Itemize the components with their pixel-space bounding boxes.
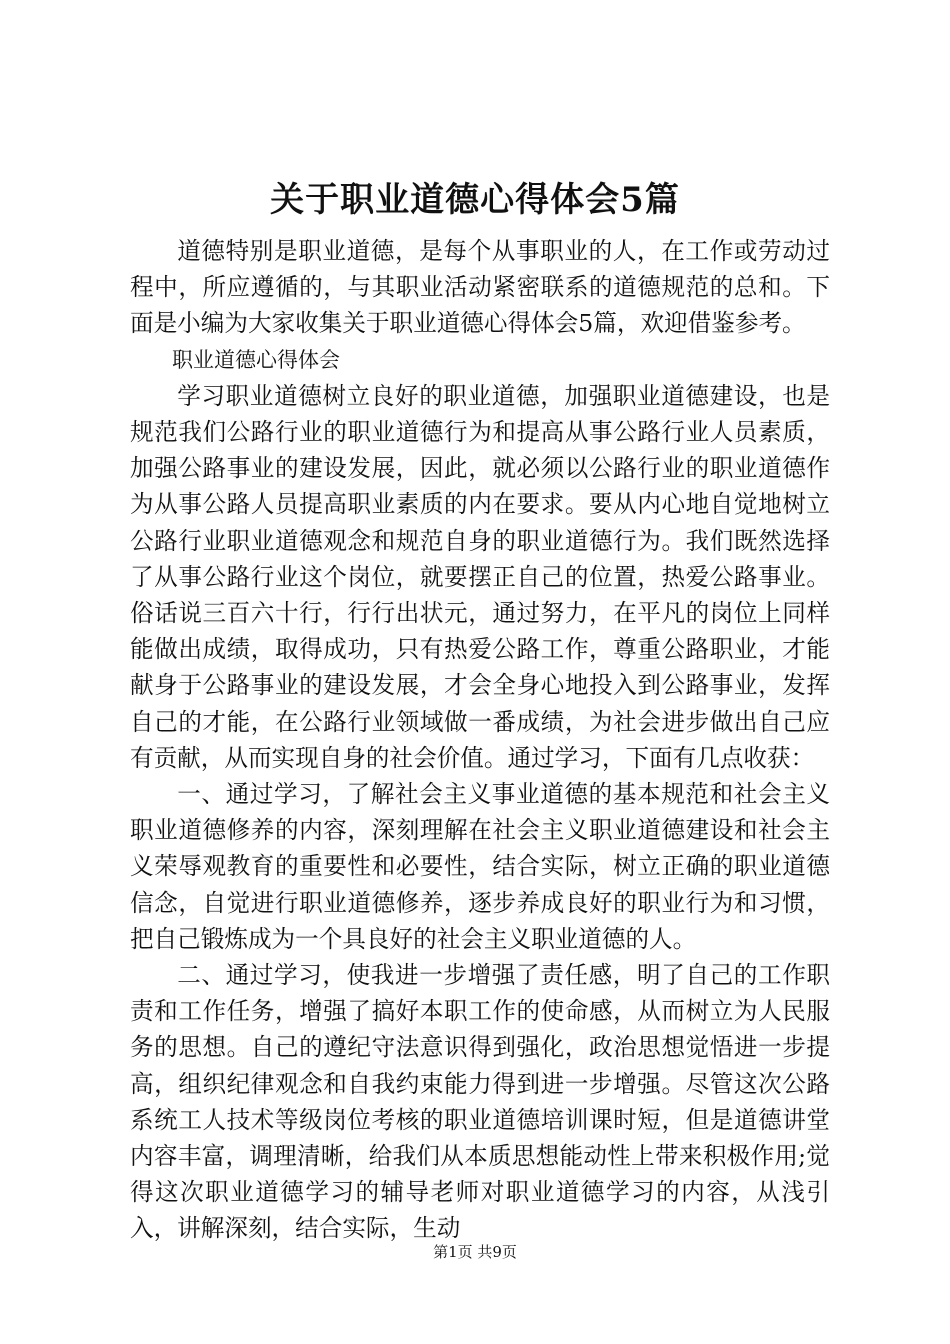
document-title: 关于职业道德心得体会5篇 <box>270 180 680 220</box>
page-number: 第1页 <box>433 1243 473 1261</box>
document-body <box>130 233 830 1247</box>
page-total: 共9页 <box>477 1243 517 1261</box>
body-paragraph: 二、通过学习，使我进一步增强了责任感，明了自己的工作职责和工作任务，增强了搞好本职工作的使命感，从而树立为人民服务的思想。自己的遵纪守法意识得到强化，政治思想觉悟进一步提高，组织纪律观念和自我约束能力得到进一步增强。尽管这次公路系统工人技术等级岗位考核的职业道德培训课时短，但是道德讲堂内容丰富，调理清晰，给我们从本质思想能动性上带来积极作用;觉得这次职业道德学习的辅导老师对职业道德学习的内容，从浅引入，讲解深刻，结合实际，生动 <box>130 961 830 1243</box>
body-paragraph: 一、通过学习，了解社会主义事业道德的基本规范和社会主义职业道德修养的内容，深刻理解在社会主义职业道德建设和社会主义荣辱观教育的重要性和必要性，结合实际，树立正确的职业道德信念，自觉进行职业道德修养，逐步养成良好的职业行为和习惯，把自己锻炼成为一个具良好的社会主义职业道德的人。 <box>130 780 830 953</box>
intro-paragraph: 道德特别是职业道德，是每个从事职业的人，在工作或劳动过程中，所应遵循的，与其职业活动紧密联系的道德规范的总和。下面是小编为大家收集关于职业道德心得体会5篇，欢迎借鉴参考。 <box>130 237 830 338</box>
body-paragraph: 学习职业道德树立良好的职业道德，加强职业道德建设，也是规范我们公路行业的职业道德行为和提高从事公路行业人员素质，加强公路事业的建设发展，因此，就必须以公路行业的职业道德作为从事公路人员提高职业素质的内在要求。要从内心地自觉地树立公路行业职业道德观念和规范自身的职业道德行为。我们既然选择了从事公路行业这个岗位，就要摆正自己的位置，热爱公路事业。俗话说三百六十行，行行出状元，通过努力，在平凡的岗位上同样能做出成绩，取得成功，只有热爱公路工作，尊重公路职业，才能献身于公路事业的建设发展，才会全身心地投入到公路事业，发挥自己的才能，在公路行业领域做一番成绩，为社会进步做出自己应有贡献，从而实现自身的社会价值。通过学习，下面有几点收获： <box>130 381 830 772</box>
section-heading: 职业道德心得体会 <box>172 347 340 372</box>
page-footer <box>0 1242 950 1262</box>
